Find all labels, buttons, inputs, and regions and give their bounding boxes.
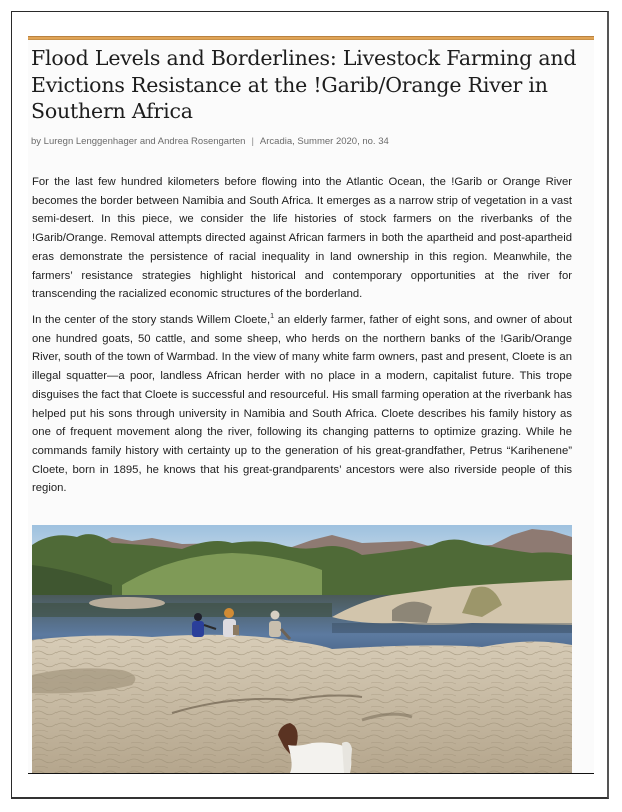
paragraph-text: an elderly farmer, father of eight sons, and owner of about one hundred goats, 50 cattle, and some sheep, who herds on the northern banks of the !Garib/Orange River, south of the town of Warmbad. In the view of many white farm owners, past and present, Cloete is an illegal squatter—a poor, landless African herder with no place in a modern, capitalist future. This trope disguises the fact that Cloete is successful and resourceful. His small farming operation at the riverbank has helped put his sons through university in Namibia and South Africa. Cloete describes his family history as one of frequent movement along the river, following its changing patterns to optimize grazing. While he commands family history with certainty up to the generation of his great-grandfather, Petrus “Karihenene” Cloete, born in 1895, he knows that his great-grandparents’ ancestors were also riverside people of this region. — [32, 314, 573, 495]
rock — [89, 597, 165, 609]
paragraph-cloete — [32, 311, 572, 498]
byline-publication: Arcadia, Summer 2020, no. 34 — [259, 136, 389, 147]
accent-bar — [28, 36, 594, 40]
byline-authors: by Luregn Lenggenhager and Andrea Rosengarten — [31, 136, 246, 147]
article-title: Flood Levels and Borderlines: Livestock Farming and Evictions Resistance at the !Garib/Orange River in Southern Africa — [31, 46, 577, 123]
paragraph-intro: For the last few hundred kilometers before flowing into the Atlantic Ocean, the !Garib or Orange River becomes the border between Namibia and South Africa. It emerges as a narrow strip of vegetation in a vast semi-desert. In this piece, we consider the life histories of stock farmers on the riverbanks of the !Garib/Orange. Removal attempts directed against African farmers in both the apartheid and post-apartheid eras demonstrate the persistence of racial inequality in land ownership in this region. Meanwhile, the farmers’ resistance strategies highlight historical and contemporary opportunities at the river for transcending the racialized economic structures of the borderland. — [32, 176, 572, 301]
river-photo — [32, 525, 572, 773]
byline — [31, 136, 389, 147]
bottom-rule — [28, 773, 594, 774]
byline-separator: | — [251, 136, 254, 147]
paragraph-text: In the center of the story stands Willem Cloete, — [32, 314, 271, 326]
footnote-marker[interactable]: 1 — [270, 313, 275, 321]
